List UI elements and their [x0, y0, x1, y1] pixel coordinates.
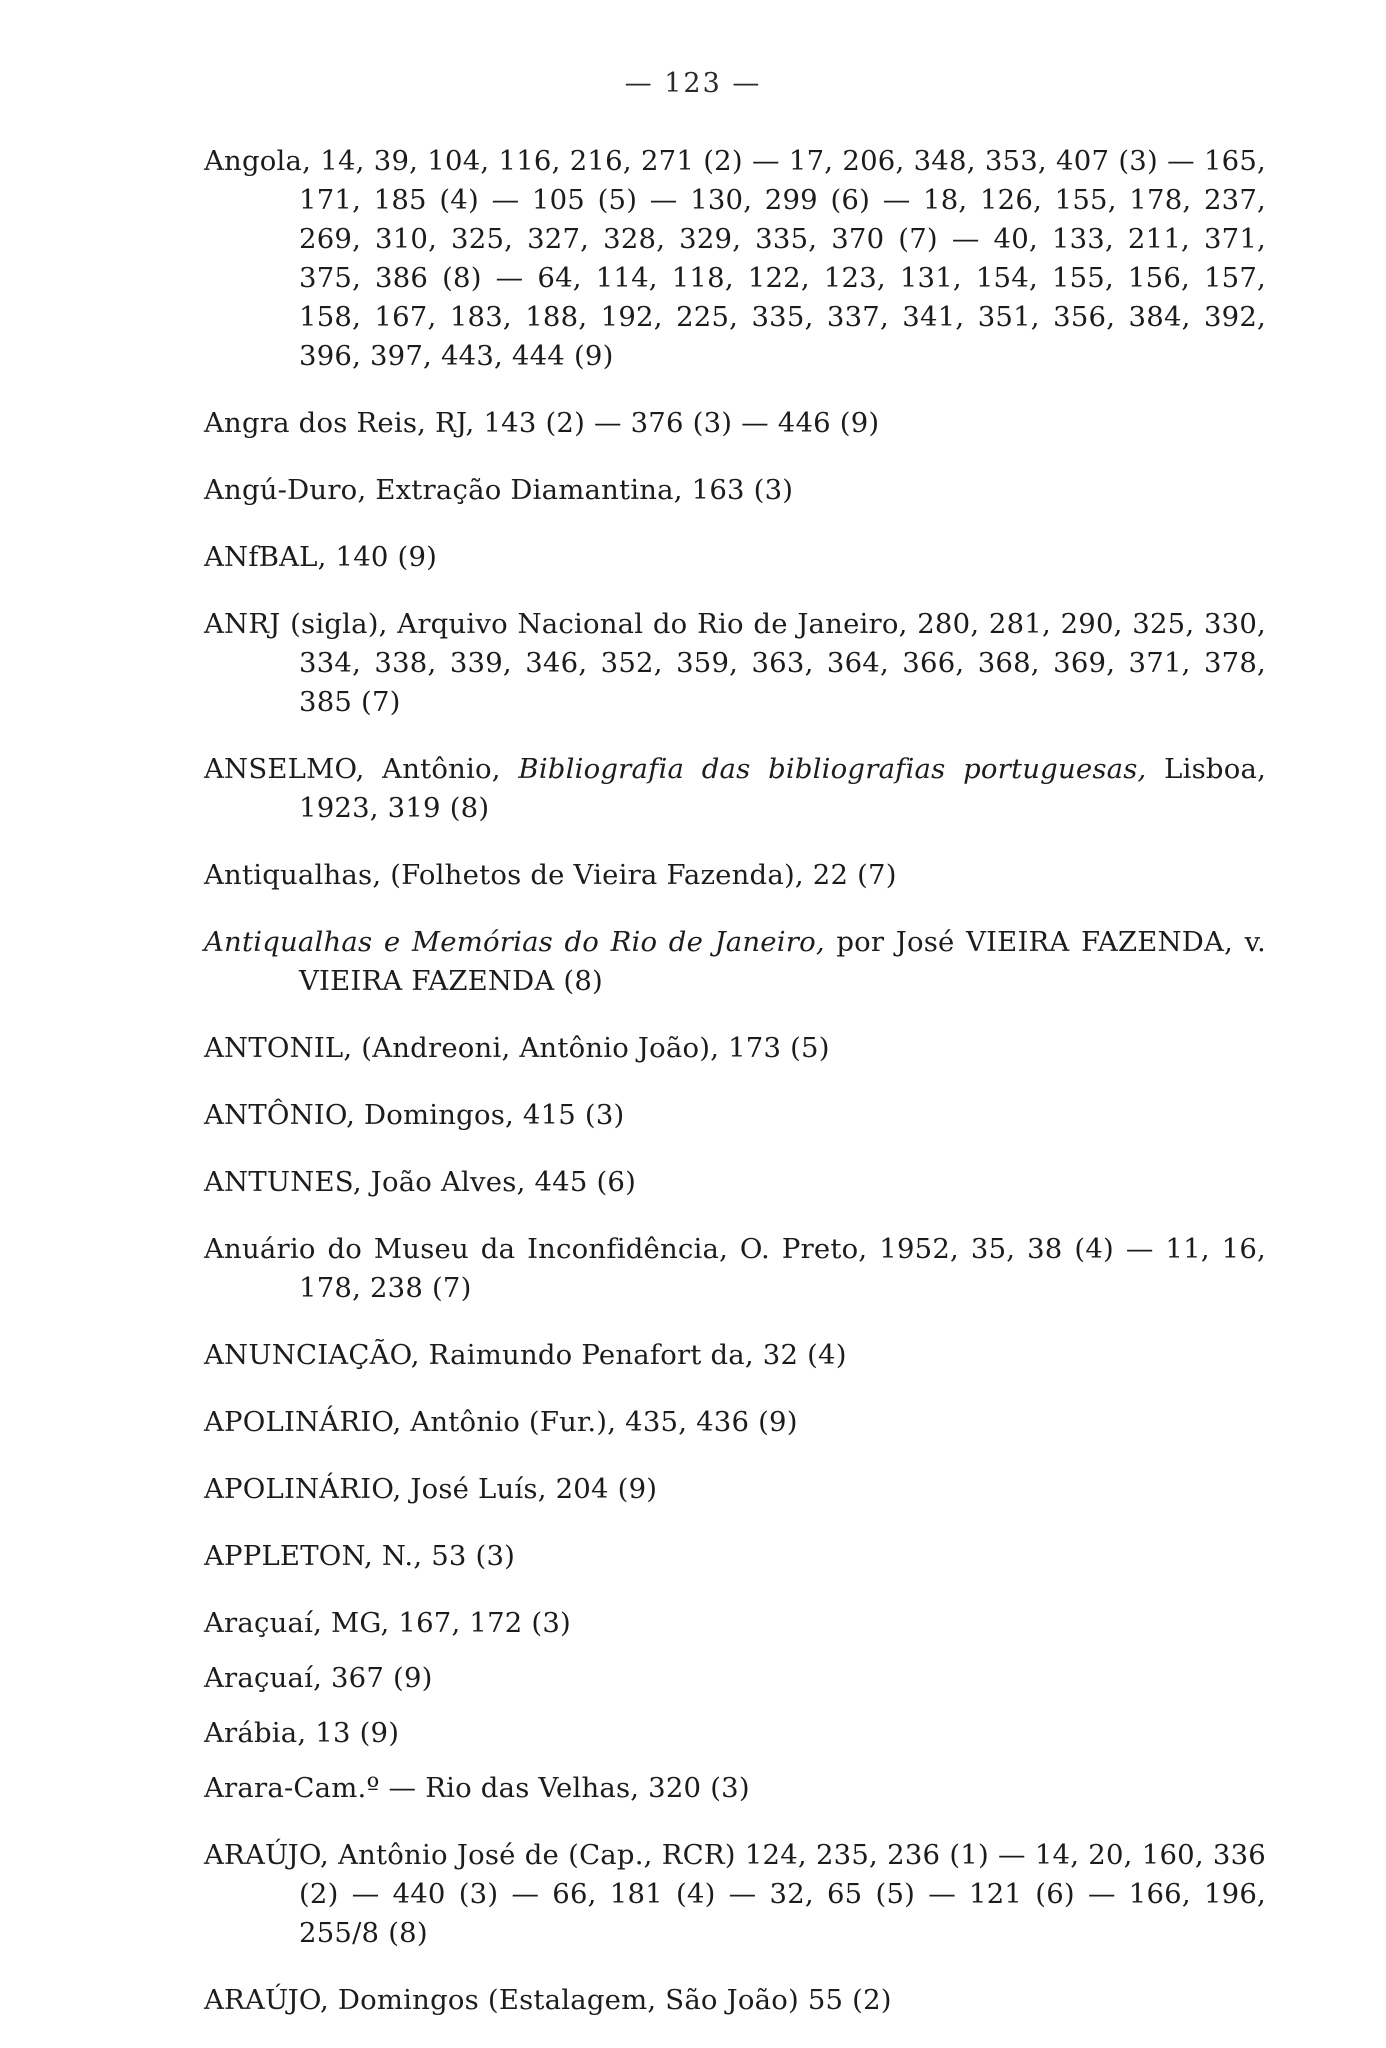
index-entry-anunciacao: ANUNCIAÇÃO, Raimundo Penafort da, 32 (4) [204, 1339, 847, 1371]
index-entry-anselmo [204, 750, 1266, 828]
index-entry-araujo-antonio-jose: ARAÚJO, Antônio José de (Cap., RCR) 124, 235, 236 (1) — 14, 20, 160, 336 (2) — 440 (3) — 66, 181 (4) — 32, 65 (5) — 121 (6) — 166, 196, 255/8 (8) [204, 1839, 1266, 1949]
index-entry-anrj: ANRJ (sigla), Arquivo Nacional do Rio de Janeiro, 280, 281, 290, 325, 330, 334, 338, 339, 346, 352, 359, 363, 364, 366, 368, 369, 371, 378, 385 (7) [204, 608, 1266, 718]
book-title: Bibliografia das bibliografias portuguesas, [518, 753, 1147, 785]
index-entries [204, 142, 1266, 2048]
page-number: — 123 — [624, 68, 762, 99]
index-entry-appleton: APPLETON, N., 53 (3) [204, 1540, 516, 1572]
entry-suffix: por José VIEIRA FAZENDA, v. VIEIRA FAZENDA (8) [299, 926, 1266, 997]
index-entry-antiqualhas-folhetos: Antiqualhas, (Folhetos de Vieira Fazenda), 22 (7) [204, 859, 897, 891]
book-title: Antiqualhas e Memórias do Rio de Janeiro, [204, 926, 825, 958]
index-entry-angola: Angola, 14, 39, 104, 116, 216, 271 (2) — 17, 206, 348, 353, 407 (3) — 165, 171, 185 (4) — 105 (5) — 130, 299 (6) — 18, 126, 155, 178, 237, 269, 310, 325, 327, 328, 329, 335, 370 (7) — 40, 133, 211, 371, 375, 386 (8) — 64, 114, 118, 122, 123, 131, 154, 155, 156, 157, 158, 167, 183, 188, 192, 225, 335, 337, 341, 351, 356, 384, 392, 396, 397, 443, 444 (9) [204, 145, 1266, 372]
index-entry-antiqualhas-memorias [204, 923, 1266, 1001]
index-entry-antonio-domingos: ANTÔNIO, Domingos, 415 (3) [204, 1099, 625, 1131]
index-entry-antunes: ANTUNES, João Alves, 445 (6) [204, 1166, 637, 1198]
entry-suffix: Lisboa, 1923, 319 (8) [299, 753, 1267, 824]
index-entry-aracuai: Araçuaí, 367 (9) [204, 1662, 433, 1694]
index-entry-apolinario-jose: APOLINÁRIO, José Luís, 204 (9) [204, 1473, 658, 1505]
index-entry-antonil: ANTONIL, (Andreoni, Antônio João), 173 (5) [204, 1032, 830, 1064]
index-entry-angu-duro: Angú-Duro, Extração Diamantina, 163 (3) [204, 474, 794, 506]
index-entry-aracuai-mg: Araçuaí, MG, 167, 172 (3) [204, 1607, 571, 1639]
index-entry-apolinario-antonio: APOLINÁRIO, Antônio (Fur.), 435, 436 (9) [204, 1406, 798, 1438]
index-entry-anuario: Anuário do Museu da Inconfidência, O. Preto, 1952, 35, 38 (4) — 11, 16, 178, 238 (7) [204, 1233, 1266, 1304]
index-entry-angra-dos-reis: Angra dos Reis, RJ, 143 (2) — 376 (3) — 446 (9) [204, 407, 880, 439]
index-entry-araujo-domingos: ARAÚJO, Domingos (Estalagem, São João) 55 (2) [204, 1984, 892, 2016]
index-entry-anibal: ANfBAL, 140 (9) [204, 541, 438, 573]
index-entry-arara-cam: Arara-Cam.º — Rio das Velhas, 320 (3) [204, 1772, 750, 1804]
index-entry-arabia: Arábia, 13 (9) [204, 1717, 400, 1749]
entry-prefix: ANSELMO, Antônio, [204, 753, 519, 785]
